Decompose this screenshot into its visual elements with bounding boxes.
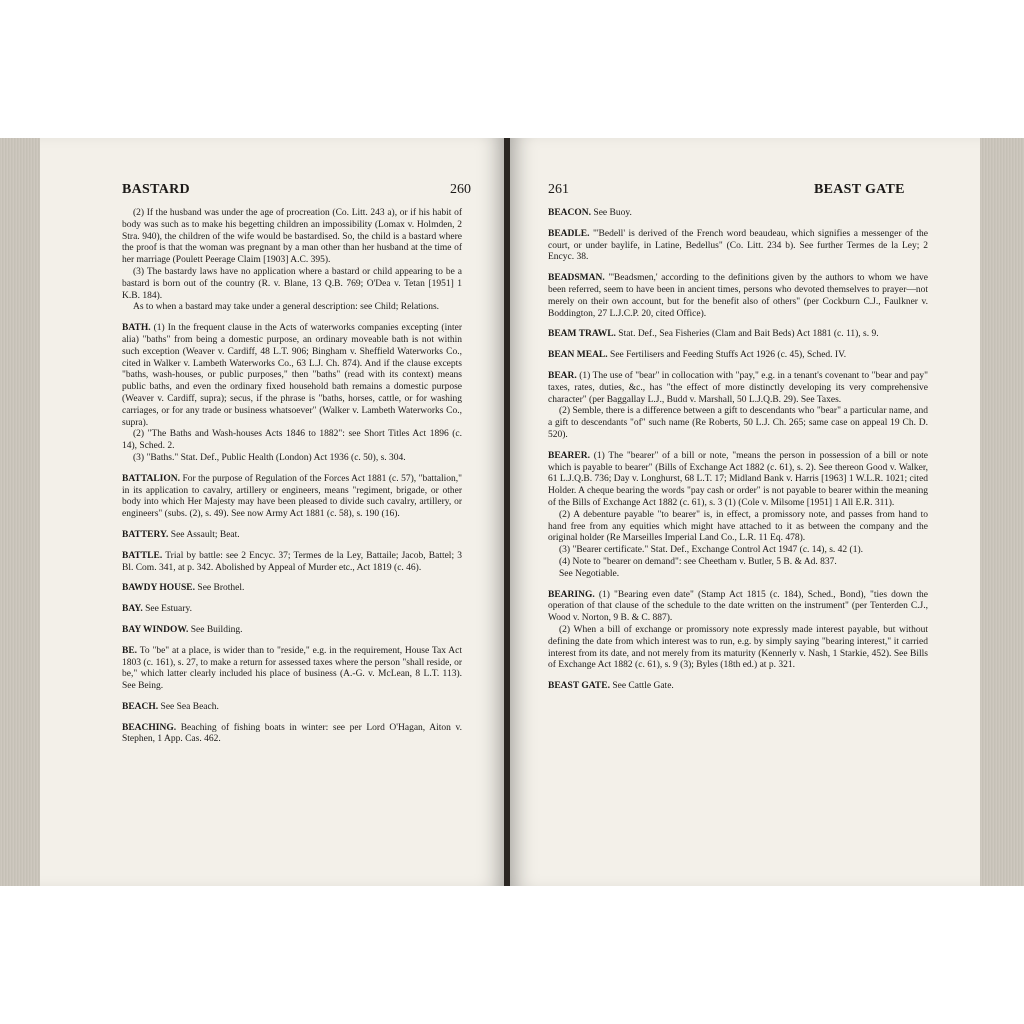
entry-headword: BATH. <box>122 323 151 334</box>
entry-headword: BEARER. <box>548 450 590 461</box>
dictionary-entry <box>122 583 462 595</box>
entry-text: (4) Note to "bearer on demand": see Cheetham v. Butler, 5 B. & Ad. 837. <box>559 556 837 567</box>
entry-paragraph <box>548 229 928 264</box>
dictionary-entry <box>122 702 462 714</box>
entry-text: See Brothel. <box>197 583 245 594</box>
entry-paragraph <box>122 723 462 747</box>
entry-text: Beaching of fishing boats in winter: see per Lord O'Hagan, Aiton v. Stephen, 1 App. Cas. 462. <box>122 722 462 745</box>
entry-paragraph <box>122 323 462 429</box>
entry-headword: BATTLE. <box>122 550 163 561</box>
left-page <box>40 138 504 886</box>
dictionary-entry <box>122 551 462 575</box>
entry-paragraph <box>122 604 462 616</box>
dictionary-entry <box>548 371 928 442</box>
entry-paragraph <box>548 208 928 220</box>
dictionary-entry <box>548 229 928 264</box>
entry-headword: BAWDY HOUSE. <box>122 583 196 594</box>
entry-paragraph <box>122 702 462 714</box>
dictionary-entry <box>122 474 462 521</box>
entry-paragraph <box>122 474 462 521</box>
entry-text: (2) A debenture payable "to bearer" is, in effect, a promissory note, and passes from hand to hand free from any equities which might have attached to it as between the company and the original holder (Re Marseilles Imperial Land Co., L.R. 11 Eq. 478). <box>548 509 928 544</box>
dictionary-entry <box>122 323 462 465</box>
entry-text: "'Bedell' is derived of the French word beaudeau, which signifies a messenger of the court, or under baylife, in Latine, Bedellus" (Co. Litt. 234 b). See further Termes de la Ley; 2 Encyc. 38. <box>548 228 928 263</box>
entry-headword: BEADLE. <box>548 228 590 239</box>
entry-headword: BEAST GATE. <box>548 681 610 692</box>
dictionary-entry <box>548 273 928 320</box>
entry-paragraph <box>548 273 928 320</box>
entry-paragraph <box>548 545 928 557</box>
entry-text: Trial by battle: see 2 Encyc. 37; Termes de la Ley, Battaile; Jacob, Battel; 3 Bl. Com. 341, at p. 342. Abolished by Appeal of Murder etc., Act 1819 (c. 46). <box>122 550 462 573</box>
right-page-text <box>548 208 928 702</box>
dictionary-entry <box>548 208 928 220</box>
entry-text: (3) The bastardy laws have no application where a bastard or child appearing to be a bastard is born out of the country (R. v. Blane, 13 Q.B. 769; O'Dea v. Tetan [1951] 1 K.B. 184). <box>122 266 462 301</box>
entry-paragraph <box>548 681 928 693</box>
entry-text: (1) "Bearing even date" (Stamp Act 1815 (c. 184), Sched., Bond), "ties down the operation of that clause of the schedule to the date written on the instrument" (per Tenterden C.J., Wood v. Norton, 9 B. & C. 887). <box>548 589 929 624</box>
page-number-left: 260 <box>450 182 471 197</box>
entry-text: To "be" at a place, is wider than to "reside," e.g. in the requirement, House Tax Act 1803 (c. 161), s. 27, to make a return for assessed taxes where the person "shall reside, or be," which latter clearly included his place of business (A.-G. v. McLean, 8 L.T. 113). See Being. <box>122 645 462 692</box>
entry-headword: BEACH. <box>122 701 159 712</box>
dictionary-entry <box>122 646 462 693</box>
entry-text: Stat. Def., Sea Fisheries (Clam and Bait Beds) Act 1881 (c. 11), s. 9. <box>618 329 879 340</box>
page-edges-right <box>980 138 1024 886</box>
entry-text: (3) "Baths." Stat. Def., Public Health (London) Act 1936 (c. 50), s. 304. <box>133 452 406 463</box>
entry-paragraph <box>548 510 928 545</box>
entry-text: (3) "Bearer certificate." Stat. Def., Exchange Control Act 1947 (c. 14), s. 42 (1). <box>559 545 863 556</box>
entry-paragraph <box>548 557 928 569</box>
entry-text: See Buoy. <box>593 208 632 218</box>
entry-paragraph <box>548 406 928 441</box>
entry-paragraph <box>122 530 462 542</box>
entry-paragraph <box>548 350 928 362</box>
entry-text: (2) "The Baths and Wash-houses Acts 1846 to 1882": see Short Titles Act 1896 (c. 14), Sched. 2. <box>122 429 462 452</box>
entry-text: (2) When a bill of exchange or promissory note expressly made interest payable, but without defining the date from which interest was to run, e.g. by simply saying "bearing interest," it carried interest from its date, and not merely from its maturity (Kennerly v. Nash, 1 Starkie, 452). See Bills of Exchange Act 1882 (c. 61), s. 9 (3); Byles (18th ed.) at p. 321. <box>548 624 928 671</box>
entry-paragraph <box>548 625 928 672</box>
entry-headword: BEACON. <box>548 208 592 218</box>
right-page <box>510 138 980 886</box>
left-page-text <box>122 208 462 755</box>
page-edges-left <box>0 138 40 886</box>
dictionary-entry <box>548 451 928 581</box>
entry-text: See Sea Beach. <box>160 701 219 712</box>
entry-paragraph <box>122 302 462 314</box>
running-head-left: BASTARD <box>122 182 190 197</box>
dictionary-entry <box>548 681 928 693</box>
entry-headword: BEACHING. <box>122 722 177 733</box>
entry-text: (1) In the frequent clause in the Acts of waterworks companies excepting (inter alia) "baths" from being a domestic purpose, an ordinary moveable bath is not within such exception (Weaver v. Cardiff, 48 L.T. 906; Bingham v. Sheffield Waterworks Co., cited in Walker v. Lambeth Waterworks Co., 63 L.J. Ch. 874). And if the clause excepts "baths, wash-houses, or public purposes," then "baths" (read with its context) means public baths, and even the ordinary fixed household bath remains a domestic purpose (Weaver v. Cardiff, supra); secus, if the phrase is "baths, horses, cattle, or for washing carriages, or for any trade or business whatsoever" (Walker v. Lambeth Waterworks Co., supra). <box>122 323 462 428</box>
entry-paragraph <box>548 590 928 625</box>
entry-headword: BEAN MEAL. <box>548 350 608 361</box>
entry-paragraph <box>122 208 462 267</box>
entry-paragraph <box>122 267 462 302</box>
entry-headword: BEARING. <box>548 589 595 600</box>
entry-text: (1) The use of "bear" in collocation with "pay," e.g. in a tenant's covenant to "bear and pay" taxes, rates, duties, &c., has "the effect of more distinctly developing its very comprehensive character" (per Baggallay L.J., Budd v. Marshall, 50 L.J.Q.B. 29). See Taxes. <box>548 370 929 405</box>
entry-text: See Fertilisers and Feeding Stuffs Act 1926 (c. 45), Sched. IV. <box>610 350 847 361</box>
dictionary-entry <box>122 530 462 542</box>
entry-headword: BE. <box>122 645 138 656</box>
entry-text: (2) Semble, there is a difference between a gift to descendants who "bear" a particular name, and a gift to descendants "of" such name (Re Roberts, 50 L.J. Ch. 265; same case on appeal 19 Ch. D. 520). <box>548 406 928 440</box>
entry-paragraph <box>122 453 462 465</box>
entry-paragraph <box>548 329 928 341</box>
entry-text: For the purpose of Regulation of the Forces Act 1881 (c. 57), "battalion," in its application to cavalry, artillery or engineers, means "regiment, brigade, or other body into which Her Majesty may have been pleased to divide such cavalry, artillery, or engineers" (subs. (2), s. 49). See now Army Act 1881 (c. 58), s. 190 (16). <box>122 473 463 520</box>
dictionary-entry <box>548 590 928 673</box>
entry-text: (1) The "bearer" of a bill or note, "means the person in possession of a bill or note which is payable to bearer" (Bills of Exchange Act 1882 (c. 61), s. 2). See thereon Good v. Walker, 61 L.J.Q.B. 736; Day v. Longhurst, 68 L.T. 17; Midland Bank v. Harris [1963] 1 W.L.R. 1021; cited Holder. A cheque bearing the words "pay cash or order" is not payable to bearer within the meaning of the Bills of Exchange Act 1882 (c. 61), s. 3 (1) (Cole v. Milsome [1951] 1 All E.R. 311). <box>548 450 929 508</box>
page-number-right: 261 <box>548 182 569 197</box>
entry-headword: BEAR. <box>548 370 577 381</box>
entry-text: (2) If the husband was under the age of procreation (Co. Litt. 243 a), or if his habit of body was such as to make his begetting children an impossibility (Lomax v. Holmden, 2 Stra. 940), the children of the wife would be bastardised. So, the child is a bastard where the proof is that the woman was pregnant by a man other than her husband at the time of her marriage (Poulett Peerage Claim [1903] A.C. 395). <box>122 208 462 266</box>
dictionary-entry <box>122 604 462 616</box>
entry-text: See Negotiable. <box>559 568 620 579</box>
running-head-right: BEAST GATE <box>814 182 905 197</box>
entry-paragraph <box>122 583 462 595</box>
entry-text: See Assault; Beat. <box>170 529 240 540</box>
entry-text: "'Beadsmen,' according to the definitions given by the authors to whom we have been referred, seem to have been in ancient times, persons who devoted themselves to prayer—not merely on their own account, but for the benefit also of others" (per Cockburn C.J., Faulkner v. Boddington, 27 L.J.C.P. 20, cited Office). <box>548 273 928 319</box>
entry-headword: BATTERY. <box>122 529 169 540</box>
entry-headword: BATTALION. <box>122 473 180 484</box>
entry-headword: BAY WINDOW. <box>122 624 189 635</box>
entry-text: As to when a bastard may take under a general description: see Child; Relations. <box>133 302 440 313</box>
entry-headword: BEAM TRAWL. <box>548 329 616 340</box>
entry-text: See Cattle Gate. <box>612 681 674 692</box>
entry-paragraph <box>122 429 462 453</box>
dictionary-entry <box>548 329 928 341</box>
entry-paragraph <box>548 371 928 406</box>
dictionary-entry <box>122 723 462 747</box>
dictionary-entry <box>548 350 928 362</box>
entry-paragraph <box>122 551 462 575</box>
entry-paragraph <box>548 451 928 510</box>
open-book <box>0 138 1024 886</box>
entry-paragraph <box>122 625 462 637</box>
entry-headword: BEADSMAN. <box>548 273 605 284</box>
dictionary-entry <box>122 625 462 637</box>
entry-paragraph <box>122 646 462 693</box>
entry-text: See Estuary. <box>145 604 192 615</box>
dictionary-entry <box>122 208 462 314</box>
entry-paragraph <box>548 569 928 581</box>
entry-headword: BAY. <box>122 604 143 615</box>
entry-text: See Building. <box>190 624 243 635</box>
